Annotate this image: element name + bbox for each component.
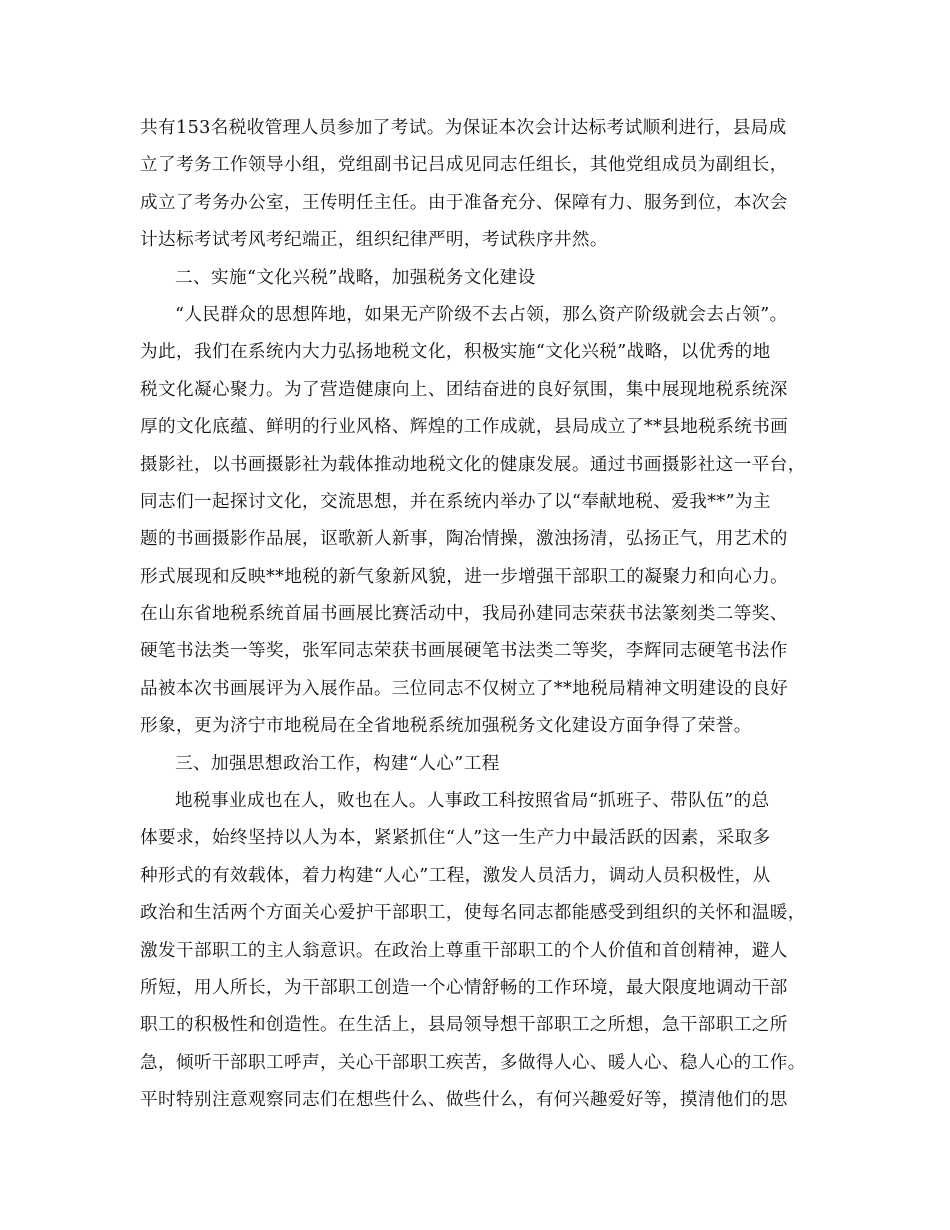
text-line: 急，倾听干部职工呼声，关心干部职工疾苦，多做得人心、暖人心、稳人心的工作。 xyxy=(140,1052,806,1073)
text-line: 所短，用人所长，为干部职工创造一个心情舒畅的工作环境，最大限度地调动干部 xyxy=(140,977,788,998)
paragraph-first-line: “人民群众的思想阵地，如果无产阶级不去占领，那么资产阶级就会去占领”。 xyxy=(175,304,788,325)
text-line: 职工的积极性和创造性。在生活上，县局领导想干部职工之所想，急干部职工之所 xyxy=(140,1015,788,1036)
text-line: 共有153名税收管理人员参加了考试。为保证本次会计达标考试顺利进行，县局成 xyxy=(140,118,787,138)
text-line: 硬笔书法类一等奖，张军同志荣获书画展硬笔书法类二等奖，李辉同志硬笔书法作 xyxy=(140,641,788,662)
text-line: 计达标考试考风考纪端正，组织纪律严明，考试秩序井然。 xyxy=(140,230,608,251)
paragraph-first-line: 地税事业成也在人，败也在人。人事政工科按照省局“抓班子、带队伍”的总 xyxy=(175,791,770,812)
text-line: 形式展现和反映**地税的新气象新风貌，进一步增强干部职工的凝聚力和向心力。 xyxy=(140,566,789,587)
text-line: 立了考务工作领导小组，党组副书记吕成见同志任组长，其他党组成员为副组长， xyxy=(140,155,788,176)
text-line: 题的书画摄影作品展，讴歌新人新事，陶冶情操，激浊扬清，弘扬正气，用艺术的 xyxy=(140,529,788,550)
document-body xyxy=(140,110,825,1120)
text-line: 激发干部职工的主人翁意识。在政治上尊重干部职工的个人价值和首创精神，避人 xyxy=(140,940,788,961)
text-line: 在山东省地税系统首届书画展比赛活动中，我局孙建同志荣获书法篆刻类二等奖、 xyxy=(140,604,788,625)
text-line: 体要求，始终坚持以人为本，紧紧抓住“人”这一生产力中最活跃的因素，采取多 xyxy=(140,828,771,849)
text-line: 种形式的有效载体，着力构建“人心”工程，激发人员活力，调动人员积极性，从 xyxy=(140,865,771,886)
text-line: 税文化凝心聚力。为了营造健康向上、团结奋进的良好氛围，集中展现地税系统深 xyxy=(140,379,788,400)
text-line: 成立了考务办公室，王传明任主任。由于准备充分、保障有力、服务到位，本次会 xyxy=(140,192,788,213)
text-line: 政治和生活两个方面关心爱护干部职工，使每名同志都能感受到组织的关怀和温暖， xyxy=(140,903,806,924)
text-line: 厚的文化底蕴、鲜明的行业风格、辉煌的工作成就，县局成立了**县地税系统书画 xyxy=(140,417,789,438)
text-line: 为此，我们在系统内大力弘扬地税文化，积极实施“文化兴税”战略，以优秀的地 xyxy=(140,342,771,363)
text-line: 摄影社，以书画摄影社为载体推动地税文化的健康发展。通过书画摄影社这一平台， xyxy=(140,454,806,475)
paragraph-first-line: 二、实施“文化兴税”战略，加强税务文化建设 xyxy=(175,267,536,288)
text-line: 同志们一起探讨文化，交流思想，并在系统内举办了以“奉献地税、爱我**”为主 xyxy=(140,491,771,512)
text-line: 形象，更为济宁市地税局在全省地税系统加强税务文化建设方面争得了荣誉。 xyxy=(140,716,752,737)
paragraph-first-line: 三、加强思想政治工作，构建“人心”工程 xyxy=(175,753,500,774)
text-line: 平时特别注意观察同志们在想些什么、做些什么，有何兴趣爱好等，摸清他们的思 xyxy=(140,1090,788,1111)
text-line: 品被本次书画展评为入展作品。三位同志不仅树立了**地税局精神文明建设的良好 xyxy=(140,678,789,699)
